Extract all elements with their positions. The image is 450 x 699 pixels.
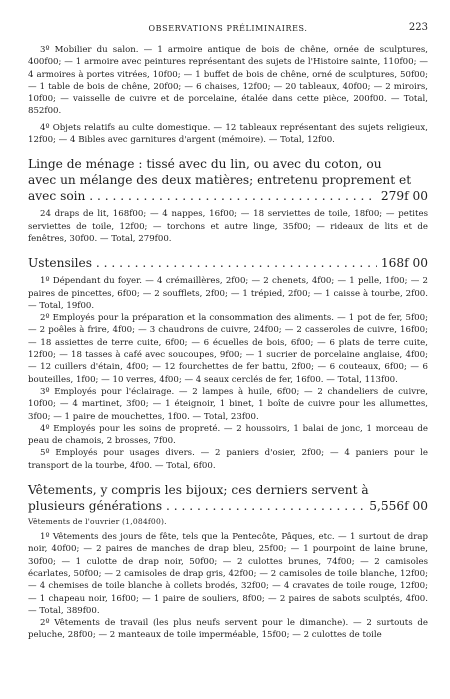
vetements-jours-fete: 1º Vêtements des jours de fête, tels que la Pentecôte, Pâques, etc. — 1 surtout de drap noir, 40f00; — 2 paires de manches de drap bleu, 25f00; — 1 pourpoint de laine brune, 30f00; — 1 culotte de drap noir, 50f00; — 2 culottes brunes, 74f00; — 2 camisoles écarlates, 50f00; — 2 camisoles de drap gris, 42f00; — 2 camisoles de toile blanche, 12f00; — 4 chemises de toile blanche à collets brodés, 32f00; — 4 cravates de toile rouge, 12f00; — 1 chapeau noir, 16f00; — 1 paire de souliers, 8f00; — 2 paires de sabots sculptés, 4f00. — Total, 389f00. [28,532,428,616]
ustensiles-eclairage: 3º Employés pour l'éclairage. — 2 lampes à huile, 6f00; — 2 chandeliers de cuivre, 10f00; — 4 martinet, 3f00; — 1 éteignoir, 1 binet, 1 boîte de cuivre pour les allumettes, 3f00; — 1 paire de mouchettes, 1f00. — Total, 23f00. [28,386,428,422]
ustensiles-aliments: 2º Employés pour la préparation et la consommation des aliments. — 1 pot de fer, 5f00; — 2 poêles à frire, 4f00; — 3 chaudrons de cuivre, 24f00; — 2 casseroles de cuivre, 16f00; — 18 assiettes de terre cuite, 6f00; — 6 écuelles de bois, 6f00; — 6 plats de terre cuite, 12f00; — 18 tasses à café avec soucoupes, 9f00; — 1 sucrier de porcelaine anglaise, 4f00; — 12 cuillers d'étain, 4f00; — 12 fourchettes de fer battu, 2f00; — 6 couteaux, 6f00; — 6 bouteilles, 1f00; — 10 verres, 4f00; — 4 seaux cerclés de fer, 16f00. — Total, 113f00. [28,313,428,385]
page [28,22,428,642]
ustensiles-amount: 168f 00 [380,256,428,271]
ustensiles-heading-line [28,255,428,271]
ustensiles-foyer: 1º Dépendant du foyer. — 4 crémaillères, 2f00; — 2 chenets, 4f00; — 1 pelle, 1f00; — 2 paires de pincettes, 6f00; — 2 soufflets, 2f00; — 1 trépied, 2f00; — 1 caisse à tourbe, 2f00. — Total, 19f00. [28,276,428,311]
paragraph-mobilier-salon: 3º Mobilier du salon. — 1 armoire antique de bois de chêne, ornée de sculptures, 400f00; — 1 armoire avec peintures représentant des sujets de l'Histoire sainte, 110f00; — 4 armoires à portes vitrées, 10f00; — 1 buffet de bois de chêne, orné de sculptures, 50f00; — 1 table de bois de chêne, 20f00; — 6 chaises, 12f00; — 20 tableaux, 40f00; — 2 miroirs, 10f00; — vaisselle de cuivre et de porcelaine, étalée dans cette pièce, 200f00. — Total, 852f00. [28,45,428,117]
section-ustensiles [28,255,428,472]
vetements-ouvrier-subheading: Vêtements de l'ouvrier (1,084f00). [28,517,167,527]
linge-heading-line-2: avec un mélange des deux matières; entretenu proprement et [28,173,412,188]
vetements-heading-line-2: plusieurs générations . . . [28,498,365,514]
vetements-heading-line-1: Vêtements, y compris les bijoux; ces derniers servent à [28,483,369,498]
ustensiles-divers: 5º Employés pour usages divers. — 2 paniers d'osier, 2f00; — 4 paniers pour le transport de la tourbe, 4f00. — Total, 6f00. [28,448,428,471]
running-header [28,22,428,36]
linge-amount: 279f 00 [380,189,428,204]
linge-heading-line-3: avec soin . . . [28,188,377,204]
paragraph-culte-domestique: 4º Objets relatifs au culte domestique. — 12 tableaux représentant des sujets religieux, 12f00; — 4 Bibles avec garnitures d'argent (mémoire). — Total, 12f00. [28,122,428,146]
linge-detail: 24 draps de lit, 168f00; — 4 nappes, 16f00; — 18 serviettes de toile, 18f00; — petites serviettes de toile, 12f00; — torchons et autre linge, 35f00; — rideaux de lits et de fenêtres, 30f00. — Total, 279f00. [28,209,428,244]
linge-heading-line-1: Linge de ménage : tissé avec du lin, ou avec du coton, ou [28,157,382,172]
ustensiles-proprete: 4º Employés pour les soins de propreté. — 2 houssoirs, 1 balai de jonc, 1 morceau de peau de chamois, 2 brosses, 7f00. [28,423,428,447]
vetements-total-line [28,498,428,514]
vetements-amount: 5,556f 00 [369,499,428,514]
running-title: OBSERVATIONS PRÉLIMINAIRES. [148,24,308,33]
ustensiles-heading: Ustensiles . . . [28,255,377,271]
vetements-travail: 2º Vêtements de travail (les plus neufs servent pour le dimanche). — 2 surtouts de peluche, 28f00; — 2 manteaux de toile imperméable, 15f00; — 2 culottes de toile [28,618,428,641]
section-vetements [28,482,428,642]
section-linge [28,156,428,245]
linge-total-line [28,188,428,204]
page-number: 223 [408,22,428,33]
